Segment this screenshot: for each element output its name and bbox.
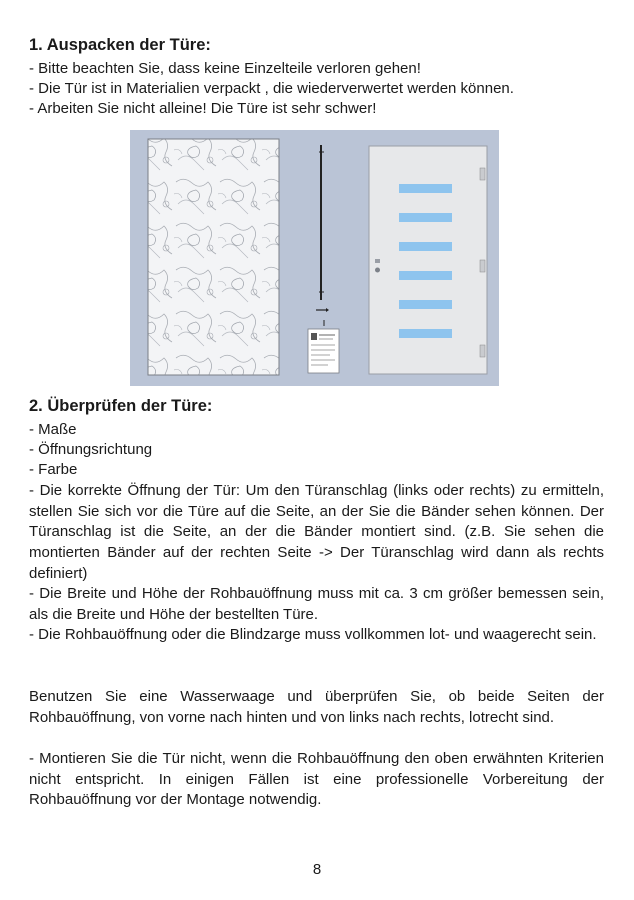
glass-strip xyxy=(399,242,452,251)
list-item: - Öffnungsrichtung xyxy=(29,441,153,458)
paragraph-door-opening: - Die korrekte Öffnung der Tür: Um den Türanschlag (links oder rechts) zu ermitteln, stellen Sie sich vor die Türe auf die Seite, an der Sie die Bänder sehen können. Der Türanschlag ist die Seite, an der die Bänder montiert sind. (z.B. Sie sehen die montierten Bänder auf der rechten Seite -> Der Türanschlag wird dann als rechts definiert) xyxy=(29,482,604,582)
glass-strip xyxy=(399,184,452,193)
door-package-svg xyxy=(130,130,499,386)
hinge xyxy=(480,168,485,180)
section1-line: - Die Tür ist in Materialien verpackt , die wiederverwertet werden können. xyxy=(29,80,514,97)
list-item: - Farbe xyxy=(29,461,78,478)
paragraph-plumb-level: - Die Rohbauöffnung oder die Blindzarge muss vollkommen lot- und waagerecht sein. xyxy=(29,626,597,643)
paragraph-spirit-level: Benutzen Sie eine Wasserwaage und überprüfen Sie, ob beide Seiten der Rohbauöffnung, von vorne nach hinten und von links nach rechts, lotrecht sind. xyxy=(29,688,604,726)
glass-strip xyxy=(399,300,452,309)
section2-title: 2. Überprüfen der Türe: xyxy=(29,397,213,415)
door-package-illustration xyxy=(130,130,499,386)
glass-strip xyxy=(399,271,452,280)
label-sheet-icon xyxy=(308,329,339,373)
section1-title: 1. Auspacken der Türe: xyxy=(29,36,211,54)
list-item: - Maße xyxy=(29,421,77,438)
door-lock xyxy=(375,268,380,273)
door-with-glass-strips xyxy=(369,146,487,374)
hinge xyxy=(480,260,485,272)
paragraph-opening-size: - Die Breite und Höhe der Rohbauöffnung muss mit ca. 3 cm größer bemessen sein, als die Breite und Höhe der bestellten Türe. xyxy=(29,585,604,623)
page-number: 8 xyxy=(312,861,322,878)
section1-line: - Bitte beachten Sie, dass keine Einzelteile verloren gehen! xyxy=(29,60,421,77)
section1-line: - Arbeiten Sie nicht alleine! Die Türe ist sehr schwer! xyxy=(29,100,377,117)
paragraph-warning: - Montieren Sie die Tür nicht, wenn die Rohbauöffnung den oben erwähnten Kriterien nicht entspricht. In einigen Fällen ist eine professionelle Vorbereitung der Rohbauöffnung vor der Montage notwendig. xyxy=(29,750,604,809)
door-handle xyxy=(375,259,380,263)
door-side-profile xyxy=(316,145,329,326)
hinge xyxy=(480,345,485,357)
glass-strip xyxy=(399,213,452,222)
glass-strip xyxy=(399,329,452,338)
door-panel-front-view xyxy=(148,139,279,375)
